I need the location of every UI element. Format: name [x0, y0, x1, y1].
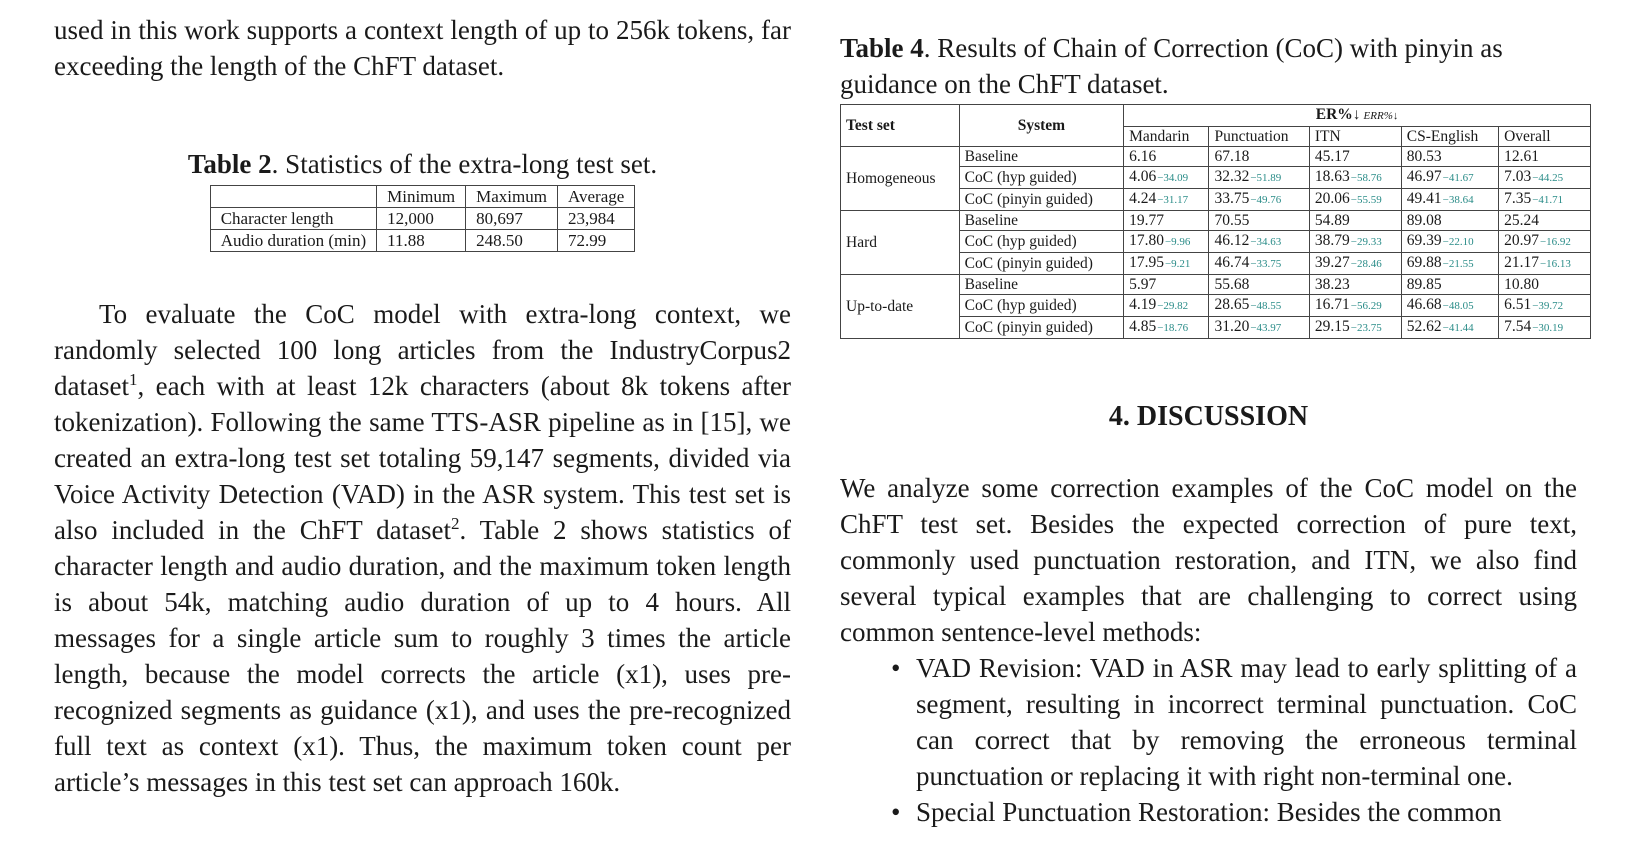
- table4-cell: [1499, 231, 1591, 253]
- table-row: [841, 275, 1591, 295]
- table4-delta: −16.92: [1539, 236, 1571, 248]
- table4: [840, 104, 1591, 339]
- table4-value: 49.41: [1406, 190, 1442, 207]
- table4-subcol-punctuation: Punctuation: [1209, 127, 1309, 147]
- list-item: [840, 650, 1577, 794]
- table4-cell: [1124, 231, 1209, 253]
- table2-caption-text: . Statistics of the extra-long test set.: [271, 149, 658, 179]
- table4-value: 20.97: [1504, 232, 1539, 249]
- table4-cell: [1209, 211, 1309, 231]
- table4-delta: −39.72: [1532, 300, 1564, 312]
- table2-caption-label: Table 2: [187, 149, 272, 179]
- table4-delta: −29.82: [1157, 300, 1189, 312]
- footnote-marker-2: 2: [451, 514, 460, 533]
- table4-value: 38.23: [1314, 276, 1350, 293]
- table4-cell: [1209, 147, 1309, 167]
- table4-system-name: Baseline: [959, 211, 1123, 231]
- section-title: 4. DISCUSSION: [1108, 401, 1309, 432]
- table4-cell: [1209, 167, 1309, 189]
- table4-cell: [1309, 253, 1401, 275]
- table4-value: 18.63: [1314, 168, 1350, 185]
- table4-delta: −48.05: [1442, 300, 1474, 312]
- table2: [210, 185, 636, 252]
- table4-value: 55.68: [1214, 276, 1250, 293]
- table4-cell: [1499, 295, 1591, 317]
- table-row: [841, 211, 1591, 231]
- table4-cell: [1499, 275, 1591, 295]
- table4-value: 54.89: [1314, 212, 1350, 229]
- list-item: [840, 794, 1577, 830]
- table4-value: 4.19: [1129, 296, 1157, 313]
- table4-cell: [1209, 189, 1309, 211]
- table4-delta: −28.46: [1350, 258, 1382, 270]
- table4-cell: [1124, 211, 1209, 231]
- table4-value: 7.35: [1504, 190, 1532, 207]
- discussion-paragraph: We analyze some correction examples of the CoC model on the ChFT test set. Besides the expected correction of pure text, commonly used punctuation restoration, and ITN, we also find several typical examples that are challenging to correct using common sentence-level methods:: [840, 473, 1577, 647]
- table4-subcol-mandarin: Mandarin: [1124, 127, 1209, 147]
- table4-value: 10.80: [1504, 276, 1539, 293]
- table4-cell: [1209, 275, 1309, 295]
- table4-value: 45.17: [1314, 148, 1350, 165]
- table4-caption: [840, 30, 1577, 102]
- table4-cell: [1309, 167, 1401, 189]
- table4-delta: −58.76: [1350, 172, 1382, 184]
- table4-value: 6.16: [1129, 148, 1157, 165]
- table4-cell: [1309, 211, 1401, 231]
- table4-value: 21.17: [1504, 254, 1539, 271]
- table2-cell: 11.88: [377, 230, 466, 252]
- table4-subcol-cs-english: CS-English: [1401, 127, 1498, 147]
- table2-caption: [54, 146, 791, 182]
- table4-value: 46.12: [1214, 232, 1250, 249]
- table4-value: 39.27: [1314, 254, 1350, 271]
- table4-value: 80.53: [1406, 148, 1442, 165]
- table4-cell: [1309, 295, 1401, 317]
- table4-caption-label: Table 4: [840, 33, 924, 63]
- table2-row-label: Audio duration (min): [210, 230, 376, 252]
- table4-cell: [1124, 275, 1209, 295]
- table4-delta: −29.33: [1350, 236, 1382, 248]
- table4-header-testset: Test set: [841, 105, 960, 147]
- table2-header-min: Minimum: [377, 186, 466, 208]
- table4-cell: [1309, 275, 1401, 295]
- table4-cell: [1309, 317, 1401, 339]
- table-row: [210, 208, 635, 230]
- table4-cell: [1499, 253, 1591, 275]
- table4-system-name: CoC (pinyin guided): [959, 189, 1123, 211]
- table4-value: 38.79: [1314, 232, 1350, 249]
- table4-group-name: Homogeneous: [841, 147, 960, 211]
- table4-cell: [1401, 317, 1498, 339]
- table2-cell: 12,000: [377, 208, 466, 230]
- table4-value: 29.15: [1314, 318, 1350, 335]
- table4-system-name: Baseline: [959, 275, 1123, 295]
- table4-value: 17.80: [1129, 232, 1164, 249]
- table4-cell: [1124, 317, 1209, 339]
- table4-cell: [1401, 295, 1498, 317]
- table2-row-label: Character length: [210, 208, 376, 230]
- table4-value: 69.88: [1406, 254, 1442, 271]
- table4-value: 20.06: [1314, 190, 1350, 207]
- table4-value: 25.24: [1504, 212, 1539, 229]
- table4-value: 17.95: [1129, 254, 1164, 271]
- table4-delta: −44.25: [1532, 172, 1564, 184]
- table4-delta: −41.71: [1532, 194, 1564, 206]
- body-text-1: To evaluate the CoC model with extra-long context, we randomly selected 100 long articles from the IndustryCorpus2 dataset: [54, 299, 791, 401]
- table4-value: 7.54: [1504, 318, 1532, 335]
- table4-cell: [1401, 147, 1498, 167]
- table4-value: 12.61: [1504, 148, 1539, 165]
- table4-value: 4.24: [1129, 190, 1157, 207]
- table4-body: [841, 147, 1591, 339]
- table4-delta: −56.29: [1350, 300, 1382, 312]
- table2-header-max: Maximum: [466, 186, 558, 208]
- table4-delta: −55.59: [1350, 194, 1382, 206]
- table4-cell: [1401, 189, 1498, 211]
- table4-delta: −41.67: [1442, 172, 1474, 184]
- table2-header-avg: Average: [557, 186, 634, 208]
- table4-cell: [1499, 189, 1591, 211]
- table4-cell: [1401, 275, 1498, 295]
- table4-metric-sublabel: ERR%↓: [1363, 110, 1399, 122]
- table4-group-name: Hard: [841, 211, 960, 275]
- table4-header-row-1: [841, 105, 1591, 127]
- table4-cell: [1209, 317, 1309, 339]
- table2-cell: 72.99: [557, 230, 634, 252]
- table4-delta: −33.75: [1250, 258, 1282, 270]
- table4-cell: [1309, 231, 1401, 253]
- table4-value: 46.74: [1214, 254, 1250, 271]
- body-text-2: , each with at least 12k characters (about 8k tokens after tokenization). Following the same TTS-ASR pipeline as in [15], we created an extra-long test set totaling 59,147 segments, divided via Voice Activity Detection (VAD) in the ASR system. This test set is also included in the ChFT dataset: [54, 371, 791, 545]
- table2-cell: 23,984: [557, 208, 634, 230]
- table4-system-name: Baseline: [959, 147, 1123, 167]
- table4-subcol-itn: ITN: [1309, 127, 1401, 147]
- table-row: [210, 230, 635, 252]
- table2-header-empty: [210, 186, 376, 208]
- table4-delta: −48.55: [1250, 300, 1282, 312]
- table4-delta: −9.21: [1164, 258, 1191, 270]
- table4-cell: [1209, 295, 1309, 317]
- table4-cell: [1309, 147, 1401, 167]
- table4-delta: −41.44: [1442, 322, 1474, 334]
- table4-delta: −21.55: [1442, 258, 1474, 270]
- table2-cell: 248.50: [466, 230, 558, 252]
- table4-cell: [1209, 231, 1309, 253]
- table-row: [210, 186, 635, 208]
- table4-value: 31.20: [1214, 318, 1250, 335]
- footnote-marker-1: 1: [128, 370, 138, 389]
- right-column: [840, 30, 1577, 830]
- table4-value: 4.85: [1129, 318, 1157, 335]
- table4-delta: −34.09: [1157, 172, 1189, 184]
- table4-delta: −16.13: [1539, 258, 1571, 270]
- table4-cell: [1499, 167, 1591, 189]
- table4-cell: [1124, 295, 1209, 317]
- table4-value: 5.97: [1129, 276, 1157, 293]
- body-paragraph: [54, 296, 791, 800]
- table4-value: 19.77: [1129, 212, 1164, 229]
- table4-value: 69.39: [1406, 232, 1442, 249]
- table4-delta: −9.96: [1164, 236, 1191, 248]
- table4-value: 52.62: [1406, 318, 1442, 335]
- table4-delta: −43.97: [1250, 322, 1282, 334]
- table4-delta: −23.75: [1350, 322, 1382, 334]
- intro-paragraph: used in this work supports a context length of up to 256k tokens, far exceeding the length of the ChFT dataset.: [54, 15, 791, 81]
- table4-cell: [1499, 147, 1591, 167]
- table4-system-name: CoC (hyp guided): [959, 231, 1123, 253]
- table4-value: 33.75: [1214, 190, 1250, 207]
- bullet-marker: •: [891, 653, 901, 683]
- table4-cell: [1401, 231, 1498, 253]
- table4-cell: [1124, 167, 1209, 189]
- table2-cell: 80,697: [466, 208, 558, 230]
- table4-delta: −51.89: [1250, 172, 1282, 184]
- table4-value: 46.97: [1406, 168, 1442, 185]
- bullet-marker: •: [891, 797, 901, 827]
- table4-value: 6.51: [1504, 296, 1532, 313]
- table4-value: 32.32: [1214, 168, 1250, 185]
- table4-value: 28.65: [1214, 296, 1250, 313]
- table4-cell: [1124, 253, 1209, 275]
- bullet-text: Special Punctuation Restoration: Besides the common: [916, 797, 1502, 827]
- table4-header-metric: [1124, 105, 1591, 127]
- body-text-3: . Table 2 shows statistics of character length and audio duration, and the maximum token length is about 54k, matching audio duration of up to 4 hours. All messages for a single article sum to roughly 3 times the article length, because the model corrects the article (x1), uses pre-recognized segments as guidance (x1), and uses the pre-recognized full text as context (x1). Thus, the maximum token count per article’s messages in this test set can approach 160k.: [54, 515, 791, 797]
- table4-delta: −31.17: [1157, 194, 1189, 206]
- table4-group-name: Up-to-date: [841, 275, 960, 339]
- table4-value: 7.03: [1504, 168, 1532, 185]
- table4-cell: [1401, 253, 1498, 275]
- table4-metric-label: ER%↓: [1315, 106, 1361, 123]
- table4-value: 89.08: [1406, 212, 1442, 229]
- table4-delta: −38.64: [1442, 194, 1474, 206]
- table4-value: 46.68: [1406, 296, 1442, 313]
- bullet-list: [840, 650, 1577, 830]
- table4-delta: −30.19: [1532, 322, 1564, 334]
- table4-header-system: System: [959, 105, 1123, 147]
- table4-delta: −49.76: [1250, 194, 1282, 206]
- table4-cell: [1209, 253, 1309, 275]
- table4-subcol-overall: Overall: [1499, 127, 1591, 147]
- table4-value: 16.71: [1314, 296, 1350, 313]
- table-row: [841, 147, 1591, 167]
- table4-system-name: CoC (hyp guided): [959, 167, 1123, 189]
- table4-cell: [1124, 189, 1209, 211]
- table4-value: 67.18: [1214, 148, 1250, 165]
- left-column: [54, 12, 791, 800]
- table4-system-name: CoC (pinyin guided): [959, 317, 1123, 339]
- table4-value: 89.85: [1406, 276, 1442, 293]
- bullet-text: VAD Revision: VAD in ASR may lead to early splitting of a segment, resulting in incorrect terminal punctuation. CoC can correct that by removing the erroneous terminal punctuation or replacing it with right non-terminal one.: [916, 653, 1577, 791]
- table4-system-name: CoC (hyp guided): [959, 295, 1123, 317]
- table4-cell: [1499, 317, 1591, 339]
- table4-cell: [1499, 211, 1591, 231]
- table4-cell: [1124, 147, 1209, 167]
- table4-caption-text: . Results of Chain of Correction (CoC) with pinyin as guidance on the ChFT dataset.: [840, 33, 1503, 99]
- table4-cell: [1309, 189, 1401, 211]
- table4-delta: −18.76: [1157, 322, 1189, 334]
- table4-delta: −34.63: [1250, 236, 1282, 248]
- table4-value: 70.55: [1214, 212, 1250, 229]
- table4-delta: −22.10: [1442, 236, 1474, 248]
- table4-value: 4.06: [1129, 168, 1157, 185]
- table4-system-name: CoC (pinyin guided): [959, 253, 1123, 275]
- table4-cell: [1401, 167, 1498, 189]
- table4-cell: [1401, 211, 1498, 231]
